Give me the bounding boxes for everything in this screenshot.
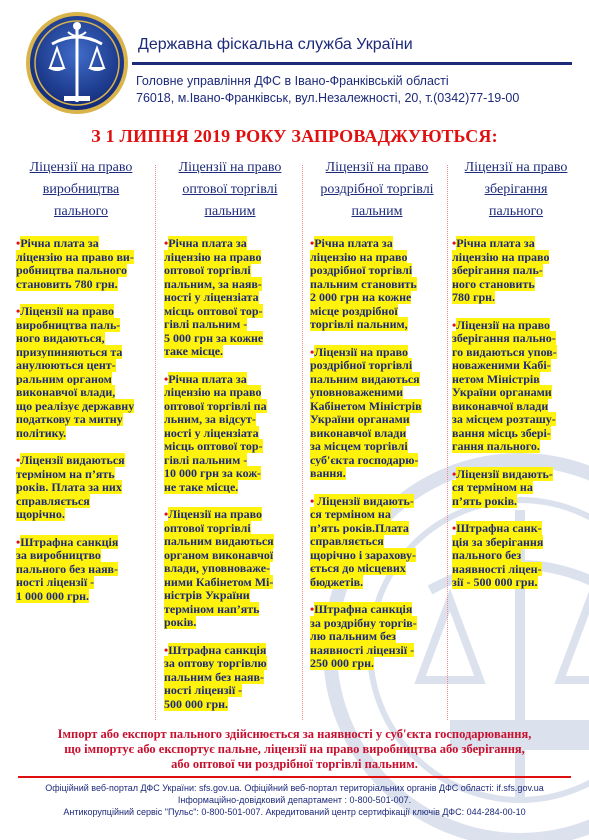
bullet-item-line: •Ліцензії на право [164,507,263,521]
bullet-item-line: зберігання паль- [452,263,543,277]
note-line: Імпорт або експорт пального здійснюється за наявності у суб'єкта господарювання, [57,727,532,741]
column-title-line: Ліцензії на право [325,160,429,175]
bullet-item [310,603,444,671]
bullet-item [164,237,296,359]
bullet-marker: • [16,453,21,467]
bullet-item-line: політику. [16,425,67,440]
bullet-item-line: роздрібної торгівлі [310,263,413,277]
bullet-marker: • [310,493,315,508]
bullet-item-line: ліцензію на право [164,249,262,264]
bullet-item-line: ліцензію на право [310,249,408,264]
column-divider [302,165,303,720]
column-title-line: пальним [204,204,256,219]
bullet-item-line: •Ліцензії на право [452,317,551,332]
bullet-item [164,508,296,630]
footer-line: Офіційний веб-портал ДФС України: sfs.gov.ua. Офіційний веб-портал територіальних органів ДФС області: if.sfs.gov.ua [45,783,544,793]
bullet-item-line: бюджетів. [310,574,364,589]
bullet-item-line: наявності ліцензії - [310,642,415,657]
bullet-item-line: становить 780 грн. [16,276,118,291]
bullet-item-line: місце роздрібної [310,303,398,318]
column-divider [447,165,448,720]
bullet-item-line: 780 грн. [452,290,496,304]
bullet-item-line: вання. [310,466,346,480]
bullet-item [16,536,146,604]
bullet-item [16,305,146,440]
bullet-marker: • [310,236,315,250]
bullet-item-line: 500 000 грн. [164,696,229,711]
bullet-item-line: торгівлі пальним, [310,317,408,331]
bullet-item-line: уповноваженими [310,385,403,399]
note-line: що імпортує або експортує пальне, ліцензії на право виробництва або зберігання, [64,742,525,756]
column-wholesale [164,157,296,725]
column-divider [155,165,156,720]
bullet-item-line: виконавчої влади [452,398,549,413]
bullet-item-line: влади, уповноваже- [164,561,271,575]
bullet-marker: • [310,602,315,616]
bullet-item-line: гівлі пальним - [164,317,248,331]
bullet-item-line: справляється [310,534,384,548]
bullet-item-line: ється до місцевих [310,561,406,575]
bullet-item-line: Кабінетом Міністрів [310,398,422,413]
bullet-item-line: льним, за відсут- [164,412,256,426]
column-body [164,237,296,711]
bullet-item-line: за оптову торгівлю [164,656,267,670]
bullet-item-line: 10 000 грн за кож- [164,466,262,480]
bullet-marker: • [16,236,21,250]
column-storage [452,157,580,604]
footer-contacts [0,782,589,818]
bullet-item-line: виробництва паль- [16,317,121,332]
bullet-item-line: років. [164,615,197,629]
agency-name: Державна фіскальна служба України [138,36,413,53]
bullet-marker: • [164,507,169,521]
bullet-item-line: виконавчої влади, [16,385,116,399]
bullet-item-line: наявності ліцен- [452,561,542,576]
bullet-item-line: що реалізує державну [16,398,135,413]
bullet-item-line: ральним органом [16,371,112,386]
bullet-marker: • [452,236,457,250]
bullet-item-line: ного видаються, [16,331,105,345]
bullet-item-line: •Ліцензії видаються [16,453,125,467]
bullet-item-line: таке місце. [164,344,224,358]
bullet-item-line: місць оптової тор- [164,439,263,453]
bullet-item-line: п’ять років. [452,493,518,508]
bullet-item [164,373,296,495]
bullet-item-line: •Ліцензії на право [310,344,409,359]
bullet-item-line: пальним без наяв- [164,669,264,684]
footer-line: Інформаційно-довідковий департамент : 0-800-501-007. [177,795,412,805]
bullet-item-line: ліцензію на право [164,385,262,399]
bullet-item-line: 2 000 грн на кожне [310,290,412,304]
bullet-item-line: оптової торгівлі па [164,398,267,413]
bullet-item [16,237,146,291]
column-title-line: виробництва [42,182,120,197]
bullet-marker: • [16,304,21,318]
column-title-line: пальним [351,204,403,219]
bullet-item-line: ся терміном на [310,507,391,521]
bullet-item [16,454,146,522]
bullet-item-line: го видаються упов- [452,344,557,359]
column-body [310,237,444,671]
bullet-item-line: суб'єкта господарю- [310,452,419,467]
bullet-item-line: зберігання пально- [452,331,556,345]
bullet-item-line: •Річна плата за [164,236,247,250]
bullet-marker: • [310,344,315,359]
bullet-item-line: щорічно і зарахову- [310,547,416,562]
dfs-logo-icon [24,10,130,116]
bullet-item-line: 250 000 грн. [310,656,375,670]
bullet-item-line: терміном на п’ять [16,466,115,481]
department-name: Головне управління ДФС в Івано-Франківській області [136,74,449,88]
column-title-line: пального [488,204,544,219]
column-title-line: пального [53,204,109,219]
department-address: 76018, м.Івано-Франківськ, вул.Незалежності, 20, т.(0342)77-19-00 [136,91,520,105]
bullet-marker: • [164,642,169,657]
bullet-item-line: органом виконавчої [164,547,274,562]
bullet-item-line: ліцензію на право ви- [16,249,134,264]
bullet-item-line: ся терміном на [452,480,533,494]
bullet-item-line: новаженими Кабі- [452,358,551,372]
bullet-item-line: пальним становить [310,276,417,291]
bullet-item-line: за місцем розташу- [452,412,556,426]
column-title-line: роздрібної торгівлі [320,182,434,197]
bullet-item-line: виконавчої влади [310,425,407,440]
column-title-line: зберігання [484,182,548,197]
bullet-item-line: • Ліцензії видають- [310,493,414,508]
bullet-item-line: оптової торгівлі [164,520,251,535]
header-divider [132,62,572,65]
bullet-marker: • [452,317,457,332]
bullet-marker: • [164,236,169,250]
bullet-item-line: гання пального. [452,439,540,453]
bullet-item-line: щорічно. [16,507,65,521]
bullet-item-line: анулюються цент- [16,358,116,372]
column-title-line: Ліцензії на право [29,160,133,175]
bullet-item-line: не таке місце. [164,479,239,494]
bullet-item [310,346,444,481]
bullet-item-line: нетом Міністрів [452,371,540,386]
bullet-item-line: України органами [310,412,410,426]
column-title [310,157,444,223]
bullet-item-line: лю пальним без [310,629,396,643]
note-line: або оптової чи роздрібної торгівлі пальним. [171,757,418,771]
bullet-item-line: •Річна плата за [16,236,99,250]
bullet-item-line: ними Кабінетом Мі- [164,574,274,589]
bullet-item-line: •Штрафна санкція [310,602,413,616]
bullet-item-line: •Річна плата за [164,371,247,386]
bullet-item-line: пальним видаються [310,371,420,386]
column-body [16,237,146,603]
bullet-item [452,319,580,454]
column-title [452,157,580,223]
bullet-marker: • [452,466,457,481]
bullet-item-line: робництва пального [16,263,127,277]
bullet-item-line: за виробництво [16,548,101,562]
bullet-item-line: ності ліцензії - [164,683,243,697]
bullet-item-line: •Штрафна санк- [452,521,542,535]
bullet-item-line: України органами [452,385,552,399]
bullet-item-line: ного становить [452,276,535,291]
bullet-item [310,237,444,332]
bullet-item-line: призупиняються та [16,344,123,359]
bullet-item-line: ності у ліцензіата [164,425,259,440]
bullet-item-line: місць оптової тор- [164,303,263,318]
bullet-item [452,468,580,509]
bullet-item-line: •Штрафна санкція [164,642,267,657]
bullet-item-line: ності у ліцензіата [164,290,259,304]
bullet-item-line: •Ліцензії на право [16,304,115,318]
bullet-item-line: ністрів України [164,588,250,602]
import-export-note [18,727,571,772]
bullet-item-line: вання місць збері- [452,425,551,440]
page-headline: З 1 ЛИПНЯ 2019 РОКУ ЗАПРОВАДЖУЮТЬСЯ: [91,126,498,146]
bullet-item-line: ліцензію на право [452,249,550,264]
bullet-item-line: оптової торгівлі [164,263,251,277]
bullet-item-line: зії - 500 000 грн. [452,575,538,589]
bullet-item-line: гівлі пальним - [164,452,248,467]
bullet-item [310,495,444,590]
bullet-item-line: пальним, за наяв- [164,276,262,291]
bullet-item-line: •Річна плата за [310,236,393,250]
column-title [164,157,296,223]
footer-divider [18,776,571,778]
bullet-item-line: за місцем торгівлі [310,439,408,453]
bullet-item-line: 1 000 000 грн. [16,588,90,603]
column-production [16,157,146,617]
bullet-item-line: •Штрафна санкція [16,534,119,549]
column-body [452,237,580,590]
bullet-item [452,522,580,590]
bullet-item-line: податкову та митну [16,412,123,426]
column-title-line: Ліцензії на право [464,160,568,175]
bullet-item-line: справляється [16,493,90,508]
footer-line: Антикорупційний сервіс "Пульс": 0-800-501-007. Акредитований центр сертифікації ключів ДФС: 044-284-00-10 [63,807,526,817]
bullet-item-line: пальним видаються [164,534,274,548]
bullet-item-line: 5 000 грн за кожне [164,330,264,345]
bullet-item-line: пального без наяв- [16,561,119,576]
column-title-line: Ліцензії на право [178,160,282,175]
column-title [16,157,146,223]
bullet-item-line: пального без [452,548,522,562]
bullet-item-line: •Річна плата за [452,236,535,250]
bullet-marker: • [452,521,457,535]
bullet-marker: • [16,534,21,549]
column-title-line: оптової торгівлі [182,182,278,197]
bullet-item-line: років. Плата за них [16,480,122,494]
bullet-item-line: п’ять років.Плата [310,520,409,535]
column-retail [310,157,444,685]
bullet-item [164,644,296,712]
bullet-item-line: роздрібної торгівлі [310,358,413,372]
bullet-item-line: ція за зберігання [452,534,544,549]
bullet-marker: • [164,371,169,386]
bullet-item-line: за роздрібну торгів- [310,615,417,630]
bullet-item-line: ності ліцензії - [16,575,95,589]
bullet-item [452,237,580,305]
bullet-item-line: терміном нап’ять [164,601,260,616]
bullet-item-line: •Ліцензії видають- [452,466,553,481]
